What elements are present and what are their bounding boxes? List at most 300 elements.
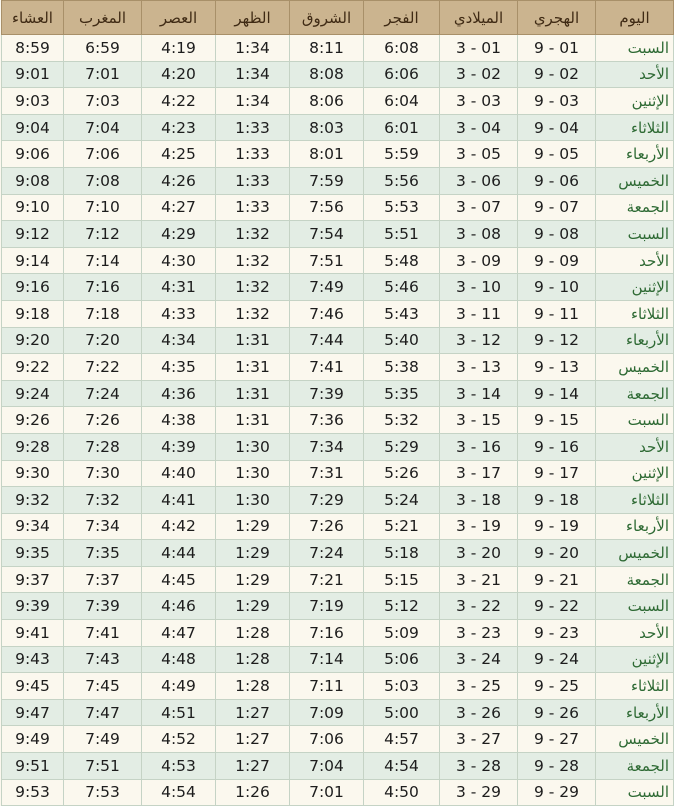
dhuhr-time-cell: 1:27 [216, 726, 290, 753]
hijri-date-cell: 9 - 29 [518, 779, 596, 806]
sunrise-time-cell: 7:09 [290, 699, 364, 726]
maghrib-time-cell: 7:16 [64, 274, 142, 301]
maghrib-time-cell: 7:26 [64, 407, 142, 434]
maghrib-time-cell: 7:24 [64, 380, 142, 407]
dhuhr-time-cell: 1:28 [216, 673, 290, 700]
table-row [2, 300, 674, 327]
gregorian-date-cell: 3 - 20 [440, 540, 518, 567]
hijri-date-cell: 9 - 15 [518, 407, 596, 434]
dhuhr-time-cell: 1:26 [216, 779, 290, 806]
asr-time-cell: 4:54 [142, 779, 216, 806]
asr-time-cell: 4:36 [142, 380, 216, 407]
dhuhr-time-cell: 1:31 [216, 380, 290, 407]
asr-time-cell: 4:49 [142, 673, 216, 700]
table-row [2, 593, 674, 620]
sunrise-time-cell: 7:51 [290, 247, 364, 274]
gregorian-date-cell: 3 - 12 [440, 327, 518, 354]
gregorian-date-cell: 3 - 19 [440, 513, 518, 540]
maghrib-time-cell: 7:45 [64, 673, 142, 700]
isha-time-cell: 9:26 [2, 407, 64, 434]
isha-time-cell: 9:01 [2, 61, 64, 88]
asr-time-cell: 4:53 [142, 753, 216, 780]
gregorian-date-cell: 3 - 29 [440, 779, 518, 806]
maghrib-time-cell: 7:34 [64, 513, 142, 540]
dhuhr-time-cell: 1:29 [216, 513, 290, 540]
gregorian-date-cell: 3 - 01 [440, 35, 518, 62]
isha-time-cell: 9:03 [2, 88, 64, 115]
isha-time-cell: 9:39 [2, 593, 64, 620]
header-asr: العصر [142, 1, 216, 35]
gregorian-date-cell: 3 - 02 [440, 61, 518, 88]
dhuhr-time-cell: 1:33 [216, 114, 290, 141]
gregorian-date-cell: 3 - 16 [440, 433, 518, 460]
hijri-date-cell: 9 - 10 [518, 274, 596, 301]
gregorian-date-cell: 3 - 18 [440, 487, 518, 514]
asr-time-cell: 4:26 [142, 167, 216, 194]
maghrib-time-cell: 6:59 [64, 35, 142, 62]
maghrib-time-cell: 7:10 [64, 194, 142, 221]
sunrise-time-cell: 8:01 [290, 141, 364, 168]
hijri-date-cell: 9 - 18 [518, 487, 596, 514]
header-sunrise: الشروق [290, 1, 364, 35]
table-row [2, 673, 674, 700]
asr-time-cell: 4:41 [142, 487, 216, 514]
gregorian-date-cell: 3 - 25 [440, 673, 518, 700]
table-row [2, 540, 674, 567]
fajr-time-cell: 5:00 [364, 699, 440, 726]
fajr-time-cell: 5:03 [364, 673, 440, 700]
day-cell: الجمعة [596, 194, 674, 221]
dhuhr-time-cell: 1:27 [216, 699, 290, 726]
asr-time-cell: 4:25 [142, 141, 216, 168]
dhuhr-time-cell: 1:31 [216, 354, 290, 381]
dhuhr-time-cell: 1:32 [216, 274, 290, 301]
asr-time-cell: 4:39 [142, 433, 216, 460]
hijri-date-cell: 9 - 19 [518, 513, 596, 540]
table-row [2, 407, 674, 434]
maghrib-time-cell: 7:14 [64, 247, 142, 274]
asr-time-cell: 4:27 [142, 194, 216, 221]
asr-time-cell: 4:48 [142, 646, 216, 673]
hijri-date-cell: 9 - 04 [518, 114, 596, 141]
hijri-date-cell: 9 - 14 [518, 380, 596, 407]
sunrise-time-cell: 7:46 [290, 300, 364, 327]
hijri-date-cell: 9 - 26 [518, 699, 596, 726]
asr-time-cell: 4:29 [142, 221, 216, 248]
header-row [2, 1, 674, 35]
table-row [2, 274, 674, 301]
asr-time-cell: 4:22 [142, 88, 216, 115]
gregorian-date-cell: 3 - 21 [440, 566, 518, 593]
fajr-time-cell: 5:21 [364, 513, 440, 540]
asr-time-cell: 4:40 [142, 460, 216, 487]
sunrise-time-cell: 7:49 [290, 274, 364, 301]
asr-time-cell: 4:34 [142, 327, 216, 354]
isha-time-cell: 9:20 [2, 327, 64, 354]
dhuhr-time-cell: 1:28 [216, 646, 290, 673]
day-cell: السبت [596, 221, 674, 248]
dhuhr-time-cell: 1:34 [216, 61, 290, 88]
fajr-time-cell: 6:06 [364, 61, 440, 88]
day-cell: الثلاثاء [596, 673, 674, 700]
hijri-date-cell: 9 - 02 [518, 61, 596, 88]
asr-time-cell: 4:52 [142, 726, 216, 753]
prayer-times-table [1, 0, 674, 806]
maghrib-time-cell: 7:49 [64, 726, 142, 753]
dhuhr-time-cell: 1:29 [216, 540, 290, 567]
table-row [2, 433, 674, 460]
hijri-date-cell: 9 - 08 [518, 221, 596, 248]
maghrib-time-cell: 7:01 [64, 61, 142, 88]
gregorian-date-cell: 3 - 24 [440, 646, 518, 673]
dhuhr-time-cell: 1:32 [216, 300, 290, 327]
dhuhr-time-cell: 1:29 [216, 566, 290, 593]
isha-time-cell: 8:59 [2, 35, 64, 62]
dhuhr-time-cell: 1:32 [216, 221, 290, 248]
fajr-time-cell: 5:18 [364, 540, 440, 567]
gregorian-date-cell: 3 - 06 [440, 167, 518, 194]
table-row [2, 779, 674, 806]
dhuhr-time-cell: 1:29 [216, 593, 290, 620]
day-cell: السبت [596, 779, 674, 806]
hijri-date-cell: 9 - 09 [518, 247, 596, 274]
fajr-time-cell: 4:54 [364, 753, 440, 780]
table-row [2, 61, 674, 88]
table-row [2, 247, 674, 274]
sunrise-time-cell: 7:26 [290, 513, 364, 540]
gregorian-date-cell: 3 - 04 [440, 114, 518, 141]
sunrise-time-cell: 8:11 [290, 35, 364, 62]
sunrise-time-cell: 7:36 [290, 407, 364, 434]
isha-time-cell: 9:45 [2, 673, 64, 700]
sunrise-time-cell: 7:31 [290, 460, 364, 487]
fajr-time-cell: 5:53 [364, 194, 440, 221]
fajr-time-cell: 5:09 [364, 620, 440, 647]
day-cell: الأحد [596, 620, 674, 647]
fajr-time-cell: 4:50 [364, 779, 440, 806]
maghrib-time-cell: 7:35 [64, 540, 142, 567]
gregorian-date-cell: 3 - 03 [440, 88, 518, 115]
sunrise-time-cell: 7:21 [290, 566, 364, 593]
asr-time-cell: 4:51 [142, 699, 216, 726]
header-gregorian: الميلادي [440, 1, 518, 35]
gregorian-date-cell: 3 - 23 [440, 620, 518, 647]
sunrise-time-cell: 7:34 [290, 433, 364, 460]
table-row [2, 753, 674, 780]
day-cell: الخميس [596, 540, 674, 567]
fajr-time-cell: 5:29 [364, 433, 440, 460]
asr-time-cell: 4:31 [142, 274, 216, 301]
sunrise-time-cell: 7:54 [290, 221, 364, 248]
table-row [2, 620, 674, 647]
fajr-time-cell: 5:35 [364, 380, 440, 407]
isha-time-cell: 9:18 [2, 300, 64, 327]
isha-time-cell: 9:30 [2, 460, 64, 487]
fajr-time-cell: 5:06 [364, 646, 440, 673]
day-cell: الإثنين [596, 88, 674, 115]
table-row [2, 460, 674, 487]
dhuhr-time-cell: 1:31 [216, 327, 290, 354]
sunrise-time-cell: 7:44 [290, 327, 364, 354]
dhuhr-time-cell: 1:27 [216, 753, 290, 780]
maghrib-time-cell: 7:12 [64, 221, 142, 248]
maghrib-time-cell: 7:43 [64, 646, 142, 673]
header-hijri: الهجري [518, 1, 596, 35]
gregorian-date-cell: 3 - 08 [440, 221, 518, 248]
dhuhr-time-cell: 1:30 [216, 487, 290, 514]
fajr-time-cell: 6:04 [364, 88, 440, 115]
maghrib-time-cell: 7:18 [64, 300, 142, 327]
isha-time-cell: 9:16 [2, 274, 64, 301]
hijri-date-cell: 9 - 11 [518, 300, 596, 327]
hijri-date-cell: 9 - 24 [518, 646, 596, 673]
maghrib-time-cell: 7:37 [64, 566, 142, 593]
table-row [2, 88, 674, 115]
table-row [2, 380, 674, 407]
asr-time-cell: 4:38 [142, 407, 216, 434]
maghrib-time-cell: 7:06 [64, 141, 142, 168]
sunrise-time-cell: 7:04 [290, 753, 364, 780]
fajr-time-cell: 5:12 [364, 593, 440, 620]
isha-time-cell: 9:35 [2, 540, 64, 567]
hijri-date-cell: 9 - 01 [518, 35, 596, 62]
dhuhr-time-cell: 1:33 [216, 141, 290, 168]
day-cell: الخميس [596, 726, 674, 753]
isha-time-cell: 9:08 [2, 167, 64, 194]
hijri-date-cell: 9 - 06 [518, 167, 596, 194]
isha-time-cell: 9:12 [2, 221, 64, 248]
day-cell: الإثنين [596, 460, 674, 487]
header-day: اليوم [596, 1, 674, 35]
fajr-time-cell: 5:59 [364, 141, 440, 168]
hijri-date-cell: 9 - 23 [518, 620, 596, 647]
sunrise-time-cell: 7:29 [290, 487, 364, 514]
maghrib-time-cell: 7:28 [64, 433, 142, 460]
sunrise-time-cell: 7:41 [290, 354, 364, 381]
day-cell: الأحد [596, 61, 674, 88]
sunrise-time-cell: 8:06 [290, 88, 364, 115]
asr-time-cell: 4:19 [142, 35, 216, 62]
table-row [2, 726, 674, 753]
fajr-time-cell: 5:40 [364, 327, 440, 354]
hijri-date-cell: 9 - 07 [518, 194, 596, 221]
asr-time-cell: 4:42 [142, 513, 216, 540]
asr-time-cell: 4:44 [142, 540, 216, 567]
dhuhr-time-cell: 1:30 [216, 460, 290, 487]
day-cell: الأربعاء [596, 327, 674, 354]
sunrise-time-cell: 8:08 [290, 61, 364, 88]
table-row [2, 167, 674, 194]
sunrise-time-cell: 7:56 [290, 194, 364, 221]
gregorian-date-cell: 3 - 17 [440, 460, 518, 487]
isha-time-cell: 9:43 [2, 646, 64, 673]
maghrib-time-cell: 7:41 [64, 620, 142, 647]
day-cell: السبت [596, 593, 674, 620]
hijri-date-cell: 9 - 03 [518, 88, 596, 115]
asr-time-cell: 4:23 [142, 114, 216, 141]
fajr-time-cell: 5:48 [364, 247, 440, 274]
hijri-date-cell: 9 - 22 [518, 593, 596, 620]
hijri-date-cell: 9 - 20 [518, 540, 596, 567]
fajr-time-cell: 5:56 [364, 167, 440, 194]
isha-time-cell: 9:24 [2, 380, 64, 407]
asr-time-cell: 4:45 [142, 566, 216, 593]
day-cell: الأربعاء [596, 699, 674, 726]
gregorian-date-cell: 3 - 27 [440, 726, 518, 753]
isha-time-cell: 9:47 [2, 699, 64, 726]
sunrise-time-cell: 7:06 [290, 726, 364, 753]
isha-time-cell: 9:41 [2, 620, 64, 647]
table-row [2, 354, 674, 381]
isha-time-cell: 9:22 [2, 354, 64, 381]
isha-time-cell: 9:10 [2, 194, 64, 221]
day-cell: الجمعة [596, 753, 674, 780]
sunrise-time-cell: 7:11 [290, 673, 364, 700]
gregorian-date-cell: 3 - 14 [440, 380, 518, 407]
maghrib-time-cell: 7:08 [64, 167, 142, 194]
table-row [2, 114, 674, 141]
dhuhr-time-cell: 1:31 [216, 407, 290, 434]
gregorian-date-cell: 3 - 28 [440, 753, 518, 780]
hijri-date-cell: 9 - 16 [518, 433, 596, 460]
fajr-time-cell: 5:32 [364, 407, 440, 434]
fajr-time-cell: 6:01 [364, 114, 440, 141]
day-cell: السبت [596, 407, 674, 434]
fajr-time-cell: 5:46 [364, 274, 440, 301]
maghrib-time-cell: 7:04 [64, 114, 142, 141]
table-row [2, 487, 674, 514]
maghrib-time-cell: 7:03 [64, 88, 142, 115]
asr-time-cell: 4:46 [142, 593, 216, 620]
fajr-time-cell: 6:08 [364, 35, 440, 62]
maghrib-time-cell: 7:39 [64, 593, 142, 620]
asr-time-cell: 4:47 [142, 620, 216, 647]
table-row [2, 194, 674, 221]
gregorian-date-cell: 3 - 22 [440, 593, 518, 620]
asr-time-cell: 4:30 [142, 247, 216, 274]
dhuhr-time-cell: 1:34 [216, 35, 290, 62]
table-row [2, 566, 674, 593]
maghrib-time-cell: 7:51 [64, 753, 142, 780]
gregorian-date-cell: 3 - 26 [440, 699, 518, 726]
header-maghrib: المغرب [64, 1, 142, 35]
isha-time-cell: 9:14 [2, 247, 64, 274]
maghrib-time-cell: 7:20 [64, 327, 142, 354]
dhuhr-time-cell: 1:30 [216, 433, 290, 460]
header-dhuhr: الظهر [216, 1, 290, 35]
hijri-date-cell: 9 - 27 [518, 726, 596, 753]
dhuhr-time-cell: 1:33 [216, 194, 290, 221]
day-cell: الثلاثاء [596, 487, 674, 514]
isha-time-cell: 9:28 [2, 433, 64, 460]
hijri-date-cell: 9 - 12 [518, 327, 596, 354]
asr-time-cell: 4:35 [142, 354, 216, 381]
gregorian-date-cell: 3 - 13 [440, 354, 518, 381]
table-row [2, 699, 674, 726]
maghrib-time-cell: 7:53 [64, 779, 142, 806]
day-cell: الأحد [596, 247, 674, 274]
day-cell: الإثنين [596, 646, 674, 673]
fajr-time-cell: 5:15 [364, 566, 440, 593]
day-cell: الثلاثاء [596, 114, 674, 141]
table-row [2, 35, 674, 62]
sunrise-time-cell: 7:39 [290, 380, 364, 407]
isha-time-cell: 9:32 [2, 487, 64, 514]
day-cell: الأربعاء [596, 141, 674, 168]
gregorian-date-cell: 3 - 11 [440, 300, 518, 327]
hijri-date-cell: 9 - 21 [518, 566, 596, 593]
day-cell: الثلاثاء [596, 300, 674, 327]
sunrise-time-cell: 7:16 [290, 620, 364, 647]
hijri-date-cell: 9 - 28 [518, 753, 596, 780]
gregorian-date-cell: 3 - 09 [440, 247, 518, 274]
isha-time-cell: 9:34 [2, 513, 64, 540]
isha-time-cell: 9:06 [2, 141, 64, 168]
isha-time-cell: 9:53 [2, 779, 64, 806]
dhuhr-time-cell: 1:34 [216, 88, 290, 115]
maghrib-time-cell: 7:30 [64, 460, 142, 487]
table-row [2, 327, 674, 354]
table-body [2, 35, 674, 806]
hijri-date-cell: 9 - 17 [518, 460, 596, 487]
isha-time-cell: 9:51 [2, 753, 64, 780]
fajr-time-cell: 4:57 [364, 726, 440, 753]
gregorian-date-cell: 3 - 05 [440, 141, 518, 168]
gregorian-date-cell: 3 - 07 [440, 194, 518, 221]
table-row [2, 141, 674, 168]
day-cell: الأربعاء [596, 513, 674, 540]
hijri-date-cell: 9 - 13 [518, 354, 596, 381]
maghrib-time-cell: 7:32 [64, 487, 142, 514]
day-cell: الخميس [596, 167, 674, 194]
maghrib-time-cell: 7:47 [64, 699, 142, 726]
fajr-time-cell: 5:38 [364, 354, 440, 381]
day-cell: الجمعة [596, 566, 674, 593]
sunrise-time-cell: 7:19 [290, 593, 364, 620]
fajr-time-cell: 5:51 [364, 221, 440, 248]
isha-time-cell: 9:04 [2, 114, 64, 141]
sunrise-time-cell: 7:59 [290, 167, 364, 194]
hijri-date-cell: 9 - 05 [518, 141, 596, 168]
fajr-time-cell: 5:26 [364, 460, 440, 487]
dhuhr-time-cell: 1:33 [216, 167, 290, 194]
isha-time-cell: 9:37 [2, 566, 64, 593]
hijri-date-cell: 9 - 25 [518, 673, 596, 700]
sunrise-time-cell: 7:24 [290, 540, 364, 567]
day-cell: السبت [596, 35, 674, 62]
day-cell: الجمعة [596, 380, 674, 407]
dhuhr-time-cell: 1:28 [216, 620, 290, 647]
fajr-time-cell: 5:24 [364, 487, 440, 514]
sunrise-time-cell: 8:03 [290, 114, 364, 141]
isha-time-cell: 9:49 [2, 726, 64, 753]
table-row [2, 513, 674, 540]
table-row [2, 221, 674, 248]
header-fajr: الفجر [364, 1, 440, 35]
sunrise-time-cell: 7:14 [290, 646, 364, 673]
table-row [2, 646, 674, 673]
fajr-time-cell: 5:43 [364, 300, 440, 327]
sunrise-time-cell: 7:01 [290, 779, 364, 806]
day-cell: الإثنين [596, 274, 674, 301]
day-cell: الأحد [596, 433, 674, 460]
gregorian-date-cell: 3 - 10 [440, 274, 518, 301]
gregorian-date-cell: 3 - 15 [440, 407, 518, 434]
maghrib-time-cell: 7:22 [64, 354, 142, 381]
day-cell: الخميس [596, 354, 674, 381]
dhuhr-time-cell: 1:32 [216, 247, 290, 274]
header-isha: العشاء [2, 1, 64, 35]
